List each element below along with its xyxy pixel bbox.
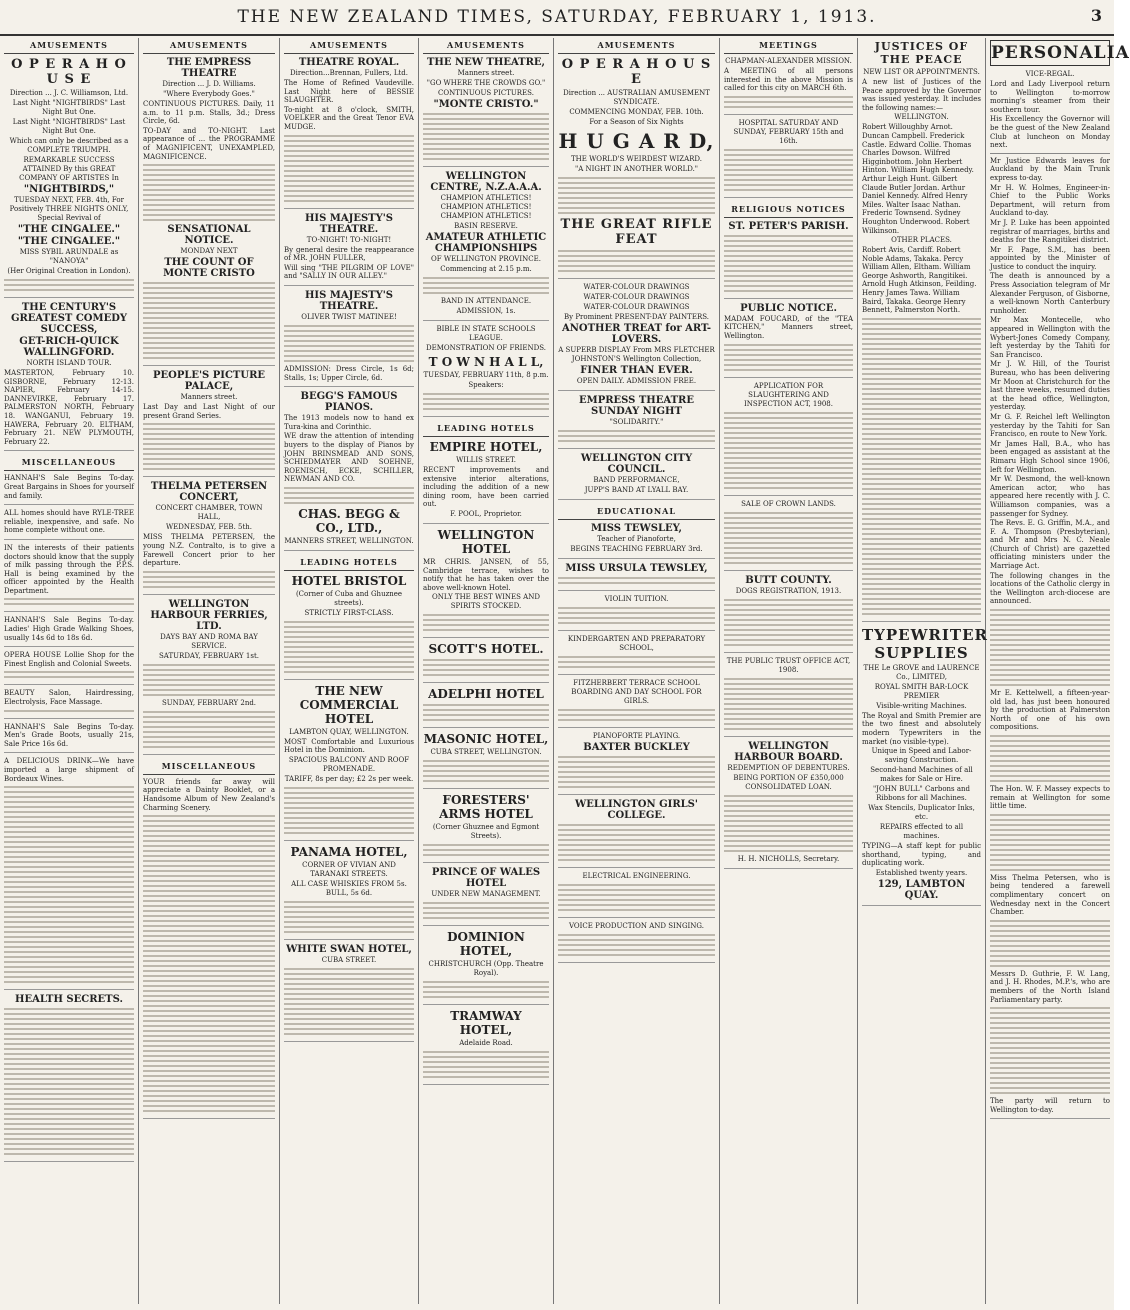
hugard-name: H U G A R D,: [558, 129, 715, 153]
personalia-para: Mr Justice Edwards leaves for Auckland by the Main Trunk express to-day.: [990, 156, 1110, 182]
personalia-para: Miss Thelma Petersen, who is being tendered a farewell complimentary concert on Wednesday next in the Concert Chamber.: [990, 873, 1110, 917]
royal-dir: Direction...Brennan, Fullers, Ltd.: [289, 69, 409, 77]
begg-addr: MANNERS STREET, WELLINGTON.: [284, 536, 414, 545]
section-header-hotels: LEADING HOTELS: [423, 421, 549, 437]
tramway-line: Adelaide Road.: [459, 1039, 513, 1048]
justices-region: WELLINGTON.: [894, 113, 949, 122]
misc-ad: [143, 778, 275, 1119]
council-line: JUPP'S BAND AT LYALL BAY.: [584, 486, 689, 494]
ferries-ad: [143, 599, 275, 755]
empire-title: EMPIRE HOTEL,: [429, 440, 543, 454]
water-line: WATER-COLOUR DRAWINGS: [583, 293, 690, 301]
begg-title: BEGG'S FAMOUS PIANOS.: [300, 391, 398, 414]
prince-line: UNDER NEW MANAGEMENT.: [431, 890, 541, 899]
section-header-misc: MISCELLANEOUS: [143, 759, 275, 775]
opera-show: "NIGHTBIRDS,": [23, 184, 115, 195]
misc-ad: [4, 509, 134, 540]
bristol-line: (Corner of Cuba and Ghuznee streets).: [295, 589, 403, 607]
panama-ad: [284, 845, 414, 940]
section-header-hotels: LEADING HOTELS: [284, 555, 414, 571]
scotts-title: SCOTT'S HOTEL.: [428, 642, 544, 657]
hugard-line: "A NIGHT IN ANOTHER WORLD.": [574, 165, 699, 173]
misc-text: OPERA HOUSE Lollie Shop for the Finest English and Colonial Sweets.: [4, 651, 134, 668]
new-theatre-ad: [423, 57, 549, 167]
personalia-para: Mr H. W. Holmes, Engineer-in-Chief to the Public Works Department, will return from Auckland to-day.: [990, 183, 1110, 218]
public-notice-title: PUBLIC NOTICE.: [740, 302, 837, 314]
column-7: [858, 38, 986, 1304]
athletics-title: AMATEUR ATHLETIC CHAMPIONSHIPS: [425, 232, 547, 254]
foresters-ad: [423, 793, 549, 863]
panama-line: CORNER OF VIVIAN AND TARANAKI STREETS.: [302, 861, 396, 879]
harbour-notice: [724, 741, 853, 869]
st-peters-notice: [724, 221, 853, 299]
new-theatre-feature: "MONTE CRISTO.": [433, 99, 539, 110]
empress-line: TO-DAY and TO-NIGHT. Last appearance of ... the PROGRAMME of MAGNIFICENT, UNEXAMPLED, MAGNIFICENCE.: [143, 126, 275, 161]
athletics-admission: ADMISSION, 1s.: [456, 307, 516, 315]
girls-college-ad: [558, 799, 715, 868]
bible-line: DEMONSTRATION OF FRIENDS.: [425, 344, 546, 352]
misc-text: IN the interests of their patients doctors should know that the supply of milk passing through the P.P.S. Hall is being examined by the officer appointed by the Health Department.: [4, 543, 134, 595]
water-another: ANOTHER TREAT for ART-LOVERS.: [562, 323, 711, 345]
personalia-para: Mr Max Montecelle, who appeared in Wellington with the Wybert-Jones Comedy Company, left yesterday by the Tahiti for San Francisco.: [990, 316, 1110, 359]
section-header-meetings: MEETINGS: [724, 38, 853, 54]
misc-ad: [4, 757, 134, 990]
water-line: A SUPERB DISPLAY From MRS FLETCHER JOHNSTON'S Wellington Collection,: [558, 346, 715, 363]
tewsley-line: Teacher of Pianoforte,: [597, 535, 676, 543]
hugard-line: COMMENCING MONDAY, FEB. 10th.: [569, 108, 704, 116]
foresters-line: (Corner Ghuznee and Egmont Streets).: [432, 823, 540, 841]
personalia-para: Mr E. Kettelwell, a fifteen-year-old lad, has just been honoured by the production at Palmerston North of one of his own compositions.: [990, 689, 1110, 732]
justices-subhead: NEW LIST OR APPOINTMENTS.: [863, 68, 980, 76]
personalia-para: Messrs D. Guthrie, F. W. Lang, and J. H. Rhodes, M.P.'s, who are members of the North Island Parliamentary party.: [990, 969, 1110, 1004]
personalia-subhead: VICE-REGAL.: [1025, 70, 1075, 78]
electrical-title: ELECTRICAL ENGINEERING.: [582, 872, 691, 880]
peoples-line: Manners street.: [180, 393, 238, 402]
begg-line: WE draw the attention of intending buyers to the display of Pianos by JOHN BRINSMEAD AND SONS, SCHIEDMAYER AND SOEHNE, ROENISCH, ECKE, SCHILLER, NEWMAN AND CO.: [284, 432, 414, 484]
tour-list: MASTERTON, February 10. GISBORNE, February 12-13. NAPIER, February 14-15. DANNEVIRKE, February 17. PALMERSTON NORTH, February 18. WANGANUI, February 19. HAWERA, February 20. ELTHAM, February 21. NEW PLYMOUTH, February 22.: [4, 369, 134, 446]
section-header-amusements: AMUSEMENTS: [423, 38, 549, 54]
typewriter-line: Unique in Speed and Labor-saving Construction.: [871, 747, 972, 765]
royal-line: The Home of Refined Vaudeville. Last Night here of BESSIE SLAUGHTER.: [284, 79, 414, 105]
commercial-line: SPACIOUS BALCONY AND ROOF PROMENADE.: [288, 756, 410, 774]
section-header-amusements: AMUSEMENTS: [284, 38, 414, 54]
justices-names: Robert Avis, Cardiff. Robert Noble Adams, Takaka. Percy William Allen, Eltham. William George Ashworth, Rangitikei. Arnold Hugh Atkinson, Feilding. Henry James Tawa. William Baird, Takaka. George Henry Bennett, Palmerston North.: [862, 246, 977, 315]
thelma-line: CONCERT CHAMBER, TOWN HALL,: [155, 504, 263, 522]
electrical-ad: [558, 872, 715, 918]
council-line: BAND PERFORMANCE,: [593, 476, 680, 484]
adelphi-title: ADELPHI HOTEL: [428, 687, 544, 702]
st-peters-title: ST. PETER'S PARISH.: [728, 220, 849, 232]
misc-text: BEAUTY Salon, Hairdressing, Electrolysis, Face Massage.: [4, 689, 134, 707]
personalia-para: The Hon. W. F. Massey expects to remain at Wellington for some little time.: [990, 785, 1110, 811]
empress-title: THE EMPRESS THEATRE: [166, 57, 252, 79]
tewsley-line: BEGINS TEACHING FEBRUARY 3rd.: [570, 545, 703, 553]
bible-title: BIBLE IN STATE SCHOOLS LEAGUE.: [436, 325, 536, 342]
athletics-line: OF WELLINGTON PROVINCE.: [431, 255, 541, 263]
commercial-line: MOST Comfortable and Luxurious Hotel in the Dominion.: [284, 737, 414, 755]
section-header-amusements: AMUSEMENTS: [558, 38, 715, 54]
adelphi-ad: [423, 687, 549, 728]
masthead: [0, 0, 1114, 36]
water-line: WATER-COLOUR DRAWINGS: [583, 283, 690, 291]
voice-title: VOICE PRODUCTION AND SINGING.: [569, 922, 704, 930]
athletics-line: Commencing at 2.15 p.m.: [440, 265, 532, 273]
hospital-notice: [724, 119, 853, 198]
empress-sunday-line: "SOLIDARITY.": [609, 418, 664, 426]
his-majestys-ad-2: [284, 290, 414, 387]
typewriter-line: Visible-writing Machines.: [876, 701, 967, 710]
personalia-para: The following changes in the locations of the Catholic clergy in the Wellington arch-diocese are announced.: [990, 571, 1110, 606]
violin-ad: [558, 595, 715, 631]
typewriter-line: Wax Stencils, Duplicator Inks, etc.: [868, 804, 975, 822]
begg-firm: CHAS. BEGG & CO., LTD.,: [298, 506, 400, 535]
column-6: [720, 38, 858, 1304]
bible-date: TUESDAY, FEBRUARY 11th, 8 p.m.: [423, 371, 549, 379]
water-colour-ad: [558, 283, 715, 391]
empress-ad: [143, 57, 275, 366]
typewriter-line: TYPING—A staff kept for public shorthand, typing, and duplicating work.: [862, 842, 981, 868]
majesty-title: HIS MAJESTY'S THEATRE.: [304, 212, 394, 235]
hugard-ad: [558, 57, 715, 279]
justices-region: OTHER PLACES.: [891, 236, 952, 245]
typewriter-brands: ROYAL SMITH BAR-LOCK PREMIER: [874, 682, 969, 700]
typewriter-line: Established twenty years.: [875, 869, 968, 877]
trust-title: THE PUBLIC TRUST OFFICE ACT, 1908.: [726, 656, 851, 674]
pianoforte-ad: [558, 732, 715, 795]
hugard-line: THE WORLD'S WEIRDEST WIZARD.: [570, 155, 702, 163]
empire-line: WILLIS STREET.: [456, 456, 516, 464]
opera-house-ad: [4, 57, 134, 298]
misc-text: HANNAH'S Sale Begins To-day. Great Bargains in Shoes for yourself and family.: [4, 474, 134, 500]
personalia-article: [990, 70, 1110, 1119]
athletics-basin: BASIN RESERVE.: [454, 222, 518, 230]
city-council-ad: [558, 453, 715, 500]
majesty-line: Will sing "THE PILGRIM OF LOVE" and "SALLY IN OUR ALLEY.": [284, 263, 414, 281]
ferries-line: DAYS BAY AND ROMA BAY SERVICE.: [160, 632, 258, 650]
peoples-line: Last Day and Last Night of our present Grand Series.: [143, 403, 275, 420]
typewriter-line: "JOHN BULL" Carbons and Ribbons for all Machines.: [872, 785, 971, 803]
empire-ad: [423, 440, 549, 524]
his-majestys-ad: [284, 213, 414, 286]
health-title: HEALTH SECRETS.: [15, 994, 123, 1006]
empress-dir: Direction ... J. D. Williams.: [162, 80, 256, 88]
misc-ad: [4, 723, 134, 754]
opera-direction: Direction ... J. C. Williamson, Ltd.: [9, 89, 129, 97]
pianoforte-name: BAXTER BUCKLEY: [583, 742, 690, 753]
personalia-para: The Revs. E. G. Griffin, M.A., and F. A. Thompson (Presbyterian), and Mr and Mrs N. C. Neale (Church of Christ) are gazetted officiating ministers under the Marriage Act.: [990, 519, 1110, 571]
misc-ad: [4, 474, 134, 505]
tewsley-ad: [558, 523, 715, 559]
public-notice: [724, 303, 853, 378]
commercial-title: THE NEW COMMERCIAL HOTEL: [299, 683, 399, 726]
harbour-line: BEING PORTION OF £350,000 CONSOLIDATED LOAN.: [733, 773, 844, 791]
peoples-ad: [143, 370, 275, 477]
typewriter-title: TYPEWRITER SUPPLIES: [862, 625, 988, 662]
justices-heading: JUSTICES OF THE PEACE: [874, 40, 969, 66]
personalia-para: Mr W. Desmond, the well-known American actor, who has appeared here recently with J. C. Williamson companies, was a passenger for Sydney.: [990, 475, 1110, 518]
hugard-house: O P E R A H O U S E: [561, 57, 712, 87]
wellington-hotel-line: ONLY THE BEST WINES AND SPIRITS STOCKED.: [432, 593, 540, 611]
typewriter-address: 129, LAMBTON QUAY.: [877, 879, 966, 901]
column-1: [0, 38, 139, 1304]
typewriter-line: THE Le GROVE and LAURENCE Co., LIMITED,: [863, 663, 980, 681]
new-theatre-line: "GO WHERE THE CROWDS GO.": [426, 79, 546, 87]
empress-line: MONDAY NEXT: [180, 247, 238, 256]
typewriter-line: Second-hand Machines of all makes for Sale or Hire.: [870, 766, 973, 784]
opera-line: (Her Original Creation in London).: [7, 267, 131, 275]
empress-sunday-ad: [558, 395, 715, 449]
thelma-line: WEDNESDAY, FEB. 5th.: [165, 523, 253, 532]
begg-line: The 1913 models now to hand ex Tura-kina and Corinthic.: [284, 414, 414, 431]
commercial-ad: [284, 684, 414, 841]
royal-title: THEATRE ROYAL.: [298, 57, 400, 68]
thelma-text: MISS THELMA PETERSEN, the young N.Z. Contralto, is to give a Farewell Concert prior to her departure.: [143, 533, 275, 568]
opera-show: "THE CINGALEE.": [17, 236, 121, 247]
masthead-title: THE NEW ZEALAND TIMES, SATURDAY, FEBRUARY 1, 1913.: [237, 7, 877, 27]
column-5: [554, 38, 720, 1304]
tour-title-2: GET-RICH-QUICK WALLINGFORD.: [19, 336, 119, 358]
ferries-line: SUNDAY, FEBRUARY 2nd.: [161, 698, 257, 707]
ferries-line: SATURDAY, FEBRUARY 1st.: [159, 651, 259, 660]
section-header-religious: RELIGIOUS NOTICES: [724, 202, 853, 218]
section-header-misc: MISCELLANEOUS: [4, 455, 134, 471]
college-title: WELLINGTON GIRLS' COLLEGE.: [575, 799, 698, 821]
masonic-title: MASONIC HOTEL,: [423, 732, 549, 747]
majesty2-admission: ADMISSION: Dress Circle, 1s 6d; Stalls, 1s; Upper Circle, 6d.: [284, 364, 414, 382]
opera-line: Last Night "NIGHTBIRDS" Last Night But One.: [12, 118, 126, 135]
personalia-para: His Excellency the Governor will be the guest of the New Zealand Club at luncheon on Monday next.: [990, 115, 1110, 150]
athletics-band: BAND IN ATTENDANCE.: [440, 297, 532, 305]
empress-feature: THE COUNT OF MONTE CRISTO: [163, 257, 255, 280]
column-2: [139, 38, 280, 1304]
wellington-hotel-ad: [423, 528, 549, 638]
prince-ad: [423, 867, 549, 926]
water-open: OPEN DAILY. ADMISSION FREE.: [576, 377, 697, 385]
health-secrets-ad: [4, 994, 134, 1162]
personalia-para: Mr F. Page, S.M., has been appointed by the Minister of Justice to conduct the inquiry.: [990, 245, 1110, 271]
hugard-rifle: THE GREAT RIFLE FEAT: [560, 217, 713, 247]
violin-title: VIOLIN TUITION.: [604, 595, 669, 603]
commercial-line: TARIFF, 8s per day; £2 2s per week.: [284, 775, 414, 784]
bible-venue: T O W N H A L L,: [428, 355, 544, 369]
water-line: By Prominent PRESENT-DAY PAINTERS.: [564, 313, 709, 321]
page-number: 3: [1090, 6, 1102, 25]
opera-line: Which can only be described as a COMPLETE TRIUMPH.: [9, 137, 129, 154]
empress-sunday-title: EMPRESS THEATRE SUNDAY NIGHT: [579, 395, 694, 417]
crown-lands-notice: [724, 500, 853, 571]
personalia-heading: PERSONALIA: [990, 40, 1110, 66]
hospital-title: HOSPITAL SATURDAY AND SUNDAY, FEBRUARY 15th and 16th.: [733, 118, 844, 145]
ferries-title: WELLINGTON HARBOUR FERRIES, LTD.: [150, 598, 268, 632]
ursula-title: MISS URSULA TEWSLEY,: [565, 563, 708, 574]
pianoforte-title: PIANOFORTE PLAYING.: [592, 732, 681, 740]
swan-title: WHITE SWAN HOTEL,: [286, 944, 412, 956]
empress-line: CONTINUOUS PICTURES. Daily, 11 a.m. to 11 p.m. Stalls, 3d.; Dress Circle, 6d.: [143, 100, 275, 126]
tour-subtitle: NORTH ISLAND TOUR.: [26, 359, 112, 367]
dominion-title: DOMINION HOTEL,: [447, 930, 525, 959]
bristol-ad: [284, 574, 414, 680]
bristol-title: HOTEL BRISTOL: [291, 573, 407, 588]
opera-line: Last Night "NIGHTBIRDS" Last Night But One.: [12, 99, 126, 116]
fitzherbert-title: FITZHERBERT TERRACE SCHOOL BOARDING AND DAY SCHOOL FOR GIRLS.: [571, 679, 702, 705]
wellington-hotel-text: MR CHRIS. JANSEN, of 55, Cambridge terrace, wishes to notify that he has taken over the above well-known Hotel.: [423, 557, 549, 592]
butt-line: DOGS REGISTRATION, 1913.: [735, 586, 842, 595]
personalia-para: The death is announced by a Press Association telegram of Mr Alexander Ferguson, of Gisborne, a well-known North Canterbury runholder.: [990, 272, 1110, 315]
mission-text: A MEETING of all persons interested in the above Mission is called for this city on MARCH 6th.: [724, 67, 853, 93]
personalia-para: Mr James Hall, B.A., who has been engaged as assistant at the Rimaru High School since 1906, left for Wellington.: [990, 439, 1110, 474]
voice-ad: [558, 922, 715, 963]
thelma-ad: [143, 481, 275, 594]
council-title: WELLINGTON CITY COUNCIL.: [580, 453, 693, 475]
tewsley-title: MISS TEWSLEY,: [591, 523, 682, 534]
column-3: [280, 38, 419, 1304]
empress-line: "Where Everybody Goes.": [163, 90, 255, 98]
justices-intro: A new list of Justices of the Peace approved by the Governor was issued yesterday. It includes the following names:—: [862, 78, 981, 112]
theatre-royal-ad: [284, 57, 414, 209]
water-finer: FINER THAN EVER.: [580, 365, 693, 376]
opera-line: TUESDAY NEXT, FEB. 4th, For Positively THREE NIGHTS ONLY, Special Revival of: [9, 196, 129, 222]
majesty2-line: OLIVER TWIST MATINEE!: [301, 312, 397, 321]
personalia-para: Mr G. F. Reichel left Wellington yesterday by the Tahiti for San Francisco, en route to New York.: [990, 412, 1110, 439]
column-8: [986, 38, 1130, 1304]
personalia-para: Lord and Lady Liverpool return to Wellington to-morrow morning's steamer from their southern tour.: [990, 80, 1110, 114]
new-theatre-title: THE NEW THEATRE,: [426, 57, 546, 68]
personalia-para: Mr J. W. Hill, of the Tourist Bureau, who has been delivering Mr Moon at Christchurch for the last three weeks, resumed duties at the head office, Wellington, yesterday.: [990, 360, 1110, 412]
masonic-ad: [423, 732, 549, 789]
tramway-ad: [423, 1009, 549, 1085]
mission-title: CHAPMAN-ALEXANDER MISSION.: [725, 57, 852, 65]
harbour-secretary: H. H. NICHOLLS, Secretary.: [737, 854, 840, 863]
empire-text: RECENT improvements and extensive interior alterations, including the addition of a new dining room, have been carried out.: [423, 466, 549, 509]
harbour-title: WELLINGTON HARBOUR BOARD.: [734, 740, 843, 763]
crown-lands-title: SALE OF CROWN LANDS.: [741, 499, 836, 508]
bible-ad: [423, 325, 549, 417]
misc-ad: [4, 651, 134, 685]
bristol-line: STRICTLY FIRST-CLASS.: [304, 608, 394, 617]
hugard-line: Direction ... AUSTRALIAN AMUSEMENT SYNDICATE.: [563, 89, 710, 106]
new-theatre-line: CONTINUOUS PICTURES.: [438, 89, 534, 97]
dominion-ad: [423, 930, 549, 1005]
section-header-educational: EDUCATIONAL: [558, 504, 715, 520]
empress-notice: SENSATIONAL NOTICE.: [167, 224, 251, 247]
personalia-para: Mr J. P. Luke has been appointed registrar of marriages, births and deaths for the Rangitikei district.: [990, 218, 1110, 245]
foresters-title: FORESTERS' ARMS HOTEL: [439, 793, 533, 822]
opera-title: O P E R A H O U S E: [11, 57, 127, 87]
misc-ad: [4, 689, 134, 718]
section-header-amusements: AMUSEMENTS: [143, 38, 275, 54]
panama-line: ALL CASE WHISKIES FROM 5s. BULL, 5s 6d.: [291, 880, 407, 898]
justices-article: [862, 68, 981, 622]
column-4: [419, 38, 554, 1304]
butt-title: BUTT COUNTY.: [745, 574, 832, 586]
section-header-amusements: AMUSEMENTS: [4, 38, 134, 54]
misc-text: HANNAH'S Sale Begins To-day. Ladies' High Grade Walking Shoes, usually 14s 6d to 18s 6d.: [4, 616, 134, 642]
misc-text: YOUR friends far away will appreciate a Dainty Booklet, or a Handsome Album of New Zealand's Charming Scenery.: [143, 777, 275, 812]
hugard-line: For a Season of Six Nights: [589, 118, 684, 126]
opera-line: MISS SYBIL ARUNDALE as "NANOYA": [19, 248, 119, 265]
bible-speakers: Speakers:: [468, 381, 504, 389]
ursula-ad: [558, 563, 715, 591]
begg-pianos-ad: [284, 391, 414, 551]
majesty-line: TO-NIGHT! TO-NIGHT!: [306, 235, 392, 244]
tour-title: THE CENTURY'S GREATEST COMEDY SUCCESS,: [10, 302, 128, 335]
royal-line: To-night at 8 o'clock, SMITH, VOELKER and the Great Tenor EVA MUDGE.: [284, 105, 414, 131]
kindergarten-ad: [558, 635, 715, 675]
personalia-para: The party will return to Wellington to-day.: [990, 1097, 1110, 1114]
slaughter-notice: [724, 382, 853, 496]
thelma-title: THELMA PETERSEN CONCERT,: [150, 481, 268, 504]
misc-ad: [4, 544, 134, 613]
tramway-title: TRAMWAY HOTEL,: [450, 1009, 522, 1038]
prince-title: PRINCE OF WALES HOTEL: [431, 867, 541, 890]
new-theatre-line: Manners street.: [457, 69, 515, 77]
commercial-line: LAMBTON QUAY, WELLINGTON.: [289, 727, 409, 736]
typewriter-ad: [862, 625, 988, 906]
mission-notice: [724, 57, 853, 115]
butt-county-notice: [724, 575, 853, 653]
justices-names: Robert Willoughby Arnot. Duncan Campbell. Frederick Castle. Edward Collie. Thomas Charles Dowson. Wilfred Higginbottom. John Herbert Hinton. William Hugh Kennedy. Arthur Leigh Hunt. Gilbert Claude Butler Jordan. Arthur Daniel Kennedy. Alfred Henry Miles. Walter Isaac Nathan. Frederic Townsend. Sydney Houghton Underwood. Robert Wilkinson.: [862, 123, 974, 235]
typewriter-line: The Royal and Smith Premier are the two finest and absolutely modern Typewriters in the market (no visible-type).: [862, 711, 981, 746]
misc-ad: [4, 616, 134, 647]
dominion-line: CHRISTCHURCH (Opp. Theatre Royal).: [428, 960, 544, 978]
opera-line: REMARKABLE SUCCESS ATTAINED By this GREAT COMPANY OF ARTISTES In: [19, 156, 119, 182]
public-notice-text: MADAM FOUCARD, of the "TEA KITCHEN," Manners street, Wellington.: [724, 314, 853, 340]
misc-text: ALL homes should have RYLE-TREE reliable, inexpensive, and safe. No home complete without one.: [4, 509, 134, 535]
tour-ad: [4, 302, 134, 451]
empire-prop: F. POOL, Proprietor.: [450, 509, 522, 518]
white-swan-ad: [284, 944, 414, 1042]
slaughter-title: APPLICATION FOR SLAUGHTERING AND INSPECTION ACT, 1908.: [744, 381, 833, 408]
majesty2-title: HIS MAJESTY'S THEATRE.: [304, 289, 394, 312]
athletics-centre: WELLINGTON CENTRE, N.Z.A.A.A.: [430, 171, 542, 193]
swan-line: CUBA STREET.: [321, 956, 377, 965]
peoples-title: PEOPLE'S PICTURE PALACE,: [152, 370, 266, 393]
panama-title: PANAMA HOTEL,: [290, 845, 408, 860]
opera-show: "THE CINGALEE.": [17, 224, 121, 235]
athletics-champion: CHAMPION ATHLETICS! CHAMPION ATHLETICS! CHAMPION ATHLETICS!: [440, 194, 532, 220]
scotts-ad: [423, 642, 549, 683]
public-trust-notice: [724, 657, 853, 737]
athletics-ad: [423, 171, 549, 321]
water-line: WATER-COLOUR DRAWINGS: [583, 303, 690, 311]
harbour-line: REDEMPTION OF DEBENTURES.: [727, 763, 850, 772]
wellington-hotel-title: WELLINGTON HOTEL: [437, 527, 535, 556]
fitzherbert-ad: [558, 679, 715, 728]
kindergarten-title: KINDERGARTEN AND PREPARATORY SCHOOL,: [567, 635, 706, 652]
misc-text: A DELICIOUS DRINK—We have imported a large shipment of Bordeaux Wines.: [4, 757, 134, 783]
majesty-line: By general desire the reappearance of MR. JOHN FULLER,: [284, 245, 414, 263]
typewriter-line: REPAIRS effected to all machines.: [879, 823, 964, 841]
misc-text: HANNAH'S Sale Begins To-day. Men's Grade Boots, usually 21s, Sale Price 16s 6d.: [4, 722, 134, 748]
masonic-line: CUBA STREET, WELLINGTON.: [430, 748, 542, 757]
